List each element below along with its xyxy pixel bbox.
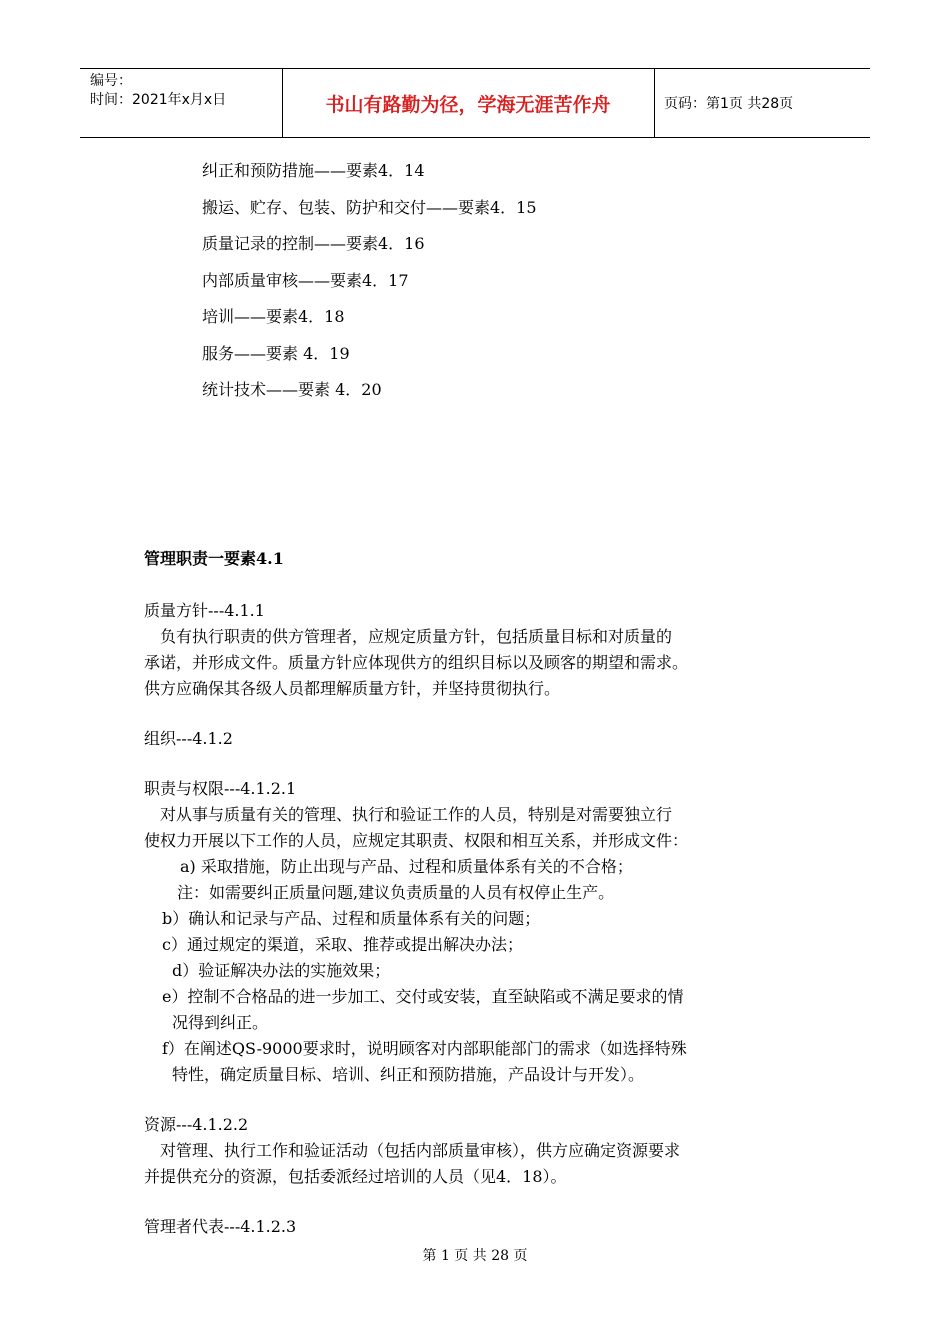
toc-item: 内部质量审核——要素4．17 bbox=[202, 270, 409, 290]
header-page-info: 页码：第1页 共28页 bbox=[664, 96, 794, 112]
header-motto: 书山有路勤为径，学海无涯苦作舟 bbox=[325, 93, 611, 116]
header-divider bbox=[654, 69, 655, 137]
list-item-f-cont: 特性，确定质量目标、培训、纠正和预防措施，产品设计与开发）。 bbox=[172, 1065, 645, 1084]
section-title: 管理职责一要素4.1 bbox=[144, 549, 284, 568]
note-line: 注：如需要纠正质量问题,建议负责质量的人员有权停止生产。 bbox=[177, 883, 615, 902]
toc-item: 纠正和预防措施——要素4．14 bbox=[202, 161, 425, 180]
toc-item: 统计技术——要素 4．20 bbox=[202, 380, 382, 399]
mgmt-rep-heading: 管理者代表---4.1.2.3 bbox=[144, 1217, 297, 1236]
list-item-d: d）验证解决办法的实施效果； bbox=[172, 961, 391, 980]
page-header bbox=[80, 68, 870, 138]
header-left-cell bbox=[90, 72, 226, 110]
paragraph-line: 使权力开展以下工作的人员，应规定其职责、权限和相互关系，并形成文件： bbox=[144, 831, 689, 850]
responsibility-heading: 职责与权限---4.1.2.1 bbox=[144, 779, 297, 798]
toc-item: 质量记录的控制——要素4．16 bbox=[202, 234, 425, 253]
paragraph-line: 负有执行职责的供方管理者，应规定质量方针，包括质量目标和对质量的 bbox=[160, 627, 673, 646]
list-item-c: c）通过规定的渠道，采取、推荐或提出解决办法； bbox=[162, 935, 523, 954]
paragraph-line: 供方应确保其各级人员都理解质量方针，并坚持贯彻执行。 bbox=[144, 679, 561, 698]
organization-heading: 组织---4.1.2 bbox=[144, 729, 233, 748]
toc-item: 服务——要素 4．19 bbox=[202, 343, 350, 363]
list-item-e: e）控制不合格品的进一步加工、交付或安装，直至缺陷或不满足要求的情 bbox=[162, 987, 684, 1006]
toc-item: 搬运、贮存、包装、防护和交付——要素4．15 bbox=[202, 197, 537, 217]
page-footer: 第 1 页 共 28 页 bbox=[422, 1248, 528, 1264]
paragraph-line: 并提供充分的资源，包括委派经过培训的人员（见4．18）。 bbox=[144, 1167, 567, 1186]
document-body bbox=[144, 546, 824, 1240]
time-label: 时间：2021年x月x日 bbox=[90, 92, 227, 108]
list-item-f: f）在阐述QS-9000要求时，说明顾客对内部职能部门的需求（如选择特殊 bbox=[162, 1039, 687, 1058]
resources-heading: 资源---4.1.2.2 bbox=[144, 1115, 249, 1134]
list-item-e-cont: 况得到纠正。 bbox=[172, 1013, 269, 1032]
number-label: 编号： bbox=[90, 73, 132, 89]
list-item-b: b）确认和记录与产品、过程和质量体系有关的问题； bbox=[162, 909, 541, 928]
quality-policy-heading: 质量方针---4.1.1 bbox=[144, 601, 265, 620]
toc-list bbox=[202, 157, 537, 413]
paragraph-line: 对从事与质量有关的管理、执行和验证工作的人员，特别是对需要独立行 bbox=[160, 805, 673, 824]
list-item-a: a) 采取措施，防止出现与产品、过程和质量体系有关的不合格； bbox=[180, 857, 633, 876]
toc-item: 培训——要素4．18 bbox=[202, 307, 345, 326]
paragraph-line: 对管理、执行工作和验证活动（包括内部质量审核），供方应确定资源要求 bbox=[160, 1141, 681, 1160]
paragraph-line: 承诺，并形成文件。质量方针应体现供方的组织目标以及顾客的期望和需求。 bbox=[144, 653, 689, 672]
